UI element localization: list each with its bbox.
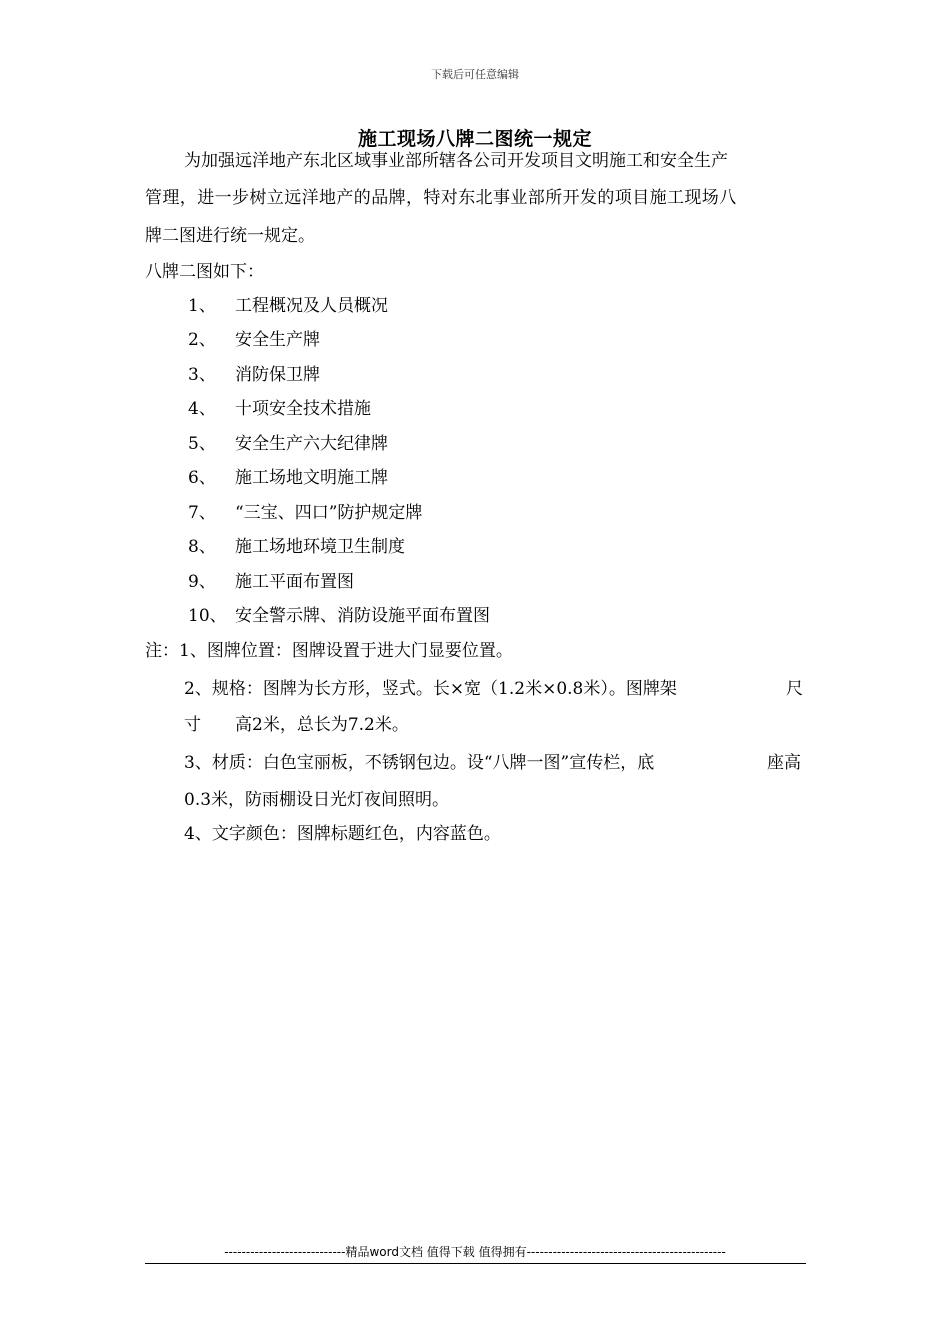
list-item-number: 6、 xyxy=(188,468,216,488)
note-2-line-1: 2、规格：图牌为长方形，竖式。长×宽（1.2米×0.8米）。图牌架 xyxy=(184,679,677,699)
intro-line-2: 管理，进一步树立远洋地产的品牌，特对东北事业部所开发的项目施工现场八 xyxy=(145,188,737,208)
list-item xyxy=(188,605,490,627)
list-item-text: 施工平面布置图 xyxy=(235,572,354,592)
list-item-text: 十项安全技术措施 xyxy=(235,399,371,419)
list-item-number: 1、 xyxy=(188,296,216,316)
list-item-number: 2、 xyxy=(188,330,216,350)
list-item-number: 4、 xyxy=(188,399,216,419)
note-3-line-1-end: 座高 xyxy=(767,753,801,773)
footer-divider xyxy=(145,1263,806,1264)
intro-line-1: 为加强远洋地产东北区域事业部所辖各公司开发项目文明施工和安全生产 xyxy=(184,151,728,171)
list-item-text: 工程概况及人员概况 xyxy=(235,296,388,316)
list-item-text: 安全生产六大纪律牌 xyxy=(235,434,388,454)
page-title: 施工现场八牌二图统一规定 xyxy=(357,128,592,150)
list-item-number: 5、 xyxy=(188,434,216,454)
list-item xyxy=(188,329,320,351)
list-item-text: 安全生产牌 xyxy=(235,330,320,350)
note-3-line-1: 3、材质：白色宝丽板，不锈钢包边。设“八牌一图”宣传栏，底 xyxy=(184,753,655,773)
list-item-number: 7、 xyxy=(188,503,216,523)
list-item-number: 9、 xyxy=(188,572,216,592)
list-item xyxy=(188,433,388,455)
note-4: 4、文字颜色：图牌标题红色，内容蓝色。 xyxy=(184,824,501,844)
list-item xyxy=(188,364,320,386)
note-2-line-2: 寸 高2米，总长为7.2米。 xyxy=(184,715,409,735)
header-note: 下载后可任意编辑 xyxy=(431,68,519,81)
note-1: 注：1、图牌位置：图牌设置于进大门显要位置。 xyxy=(145,641,513,661)
list-item-text: “三宝、四口”防护规定牌 xyxy=(235,503,423,523)
list-item-text: 施工场地文明施工牌 xyxy=(235,468,388,488)
list-item-number: 10、 xyxy=(188,606,227,626)
list-item xyxy=(188,467,388,489)
list-item-text: 施工场地环境卫生制度 xyxy=(235,537,405,557)
list-item-text: 消防保卫牌 xyxy=(235,365,320,385)
list-item xyxy=(188,536,405,558)
list-item-text: 安全警示牌、消防设施平面布置图 xyxy=(235,606,490,626)
list-heading: 八牌二图如下： xyxy=(145,262,264,282)
note-2-line-1-end: 尺 xyxy=(786,679,803,699)
note-3-line-2: 0.3米，防雨棚设日光灯夜间照明。 xyxy=(184,790,450,810)
list-item-number: 3、 xyxy=(188,365,216,385)
intro-line-3: 牌二图进行统一规定。 xyxy=(145,226,315,246)
footer-text: ----------------------------精品word文档 值得下载 值得拥有---------------------------------------------- xyxy=(224,1245,726,1259)
list-item-number: 8、 xyxy=(188,537,216,557)
list-item xyxy=(188,502,422,524)
list-item xyxy=(188,398,371,420)
list-item xyxy=(188,295,388,317)
list-item xyxy=(188,571,354,593)
